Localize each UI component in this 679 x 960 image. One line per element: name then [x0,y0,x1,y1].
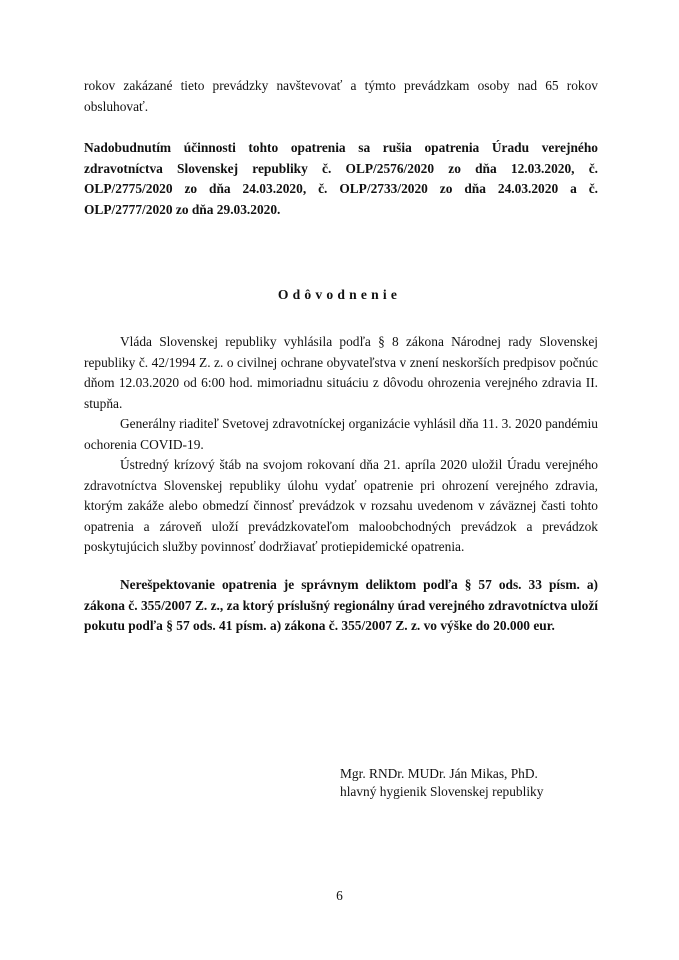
justification-paragraph: Vláda Slovenskej republiky vyhlásila podľa § 8 zákona Národnej rady Slovenskej republiky č. 42/1994 Z. z. o civilnej ochrane obyvateľstva v znení neskorších predpisov počnúc dňom 12.03.2020 od 6:00 hod. mimoriadnu situáciu z dôvodu ohrozenia verejného zdravia II. stupňa. [84,334,598,411]
repeal-notice: Nadobudnutím účinnosti tohto opatrenia sa rušia opatrenia Úradu verejného zdravotníctva Slovenskej republiky č. OLP/2576/2020 zo dňa 12.03.2020, č. OLP/2775/2020 zo dňa 24.03.2020, č. OLP/2733/2020 zo dňa 24.03.2020 a č. OLP/2777/2020 zo dňa 29.03.2020. [84,140,598,217]
justification-body [84,332,598,558]
signatory-title: hlavný hygienik Slovenskej republiky [340,784,544,799]
justification-paragraph: Ústredný krízový štáb na svojom rokovaní dňa 21. apríla 2020 uložil Úradu verejného zdravotníctva Slovenskej republiky úlohu vydať opatrenie pri ohrození verejného zdravia, ktorým zakáže alebo obmedzí činnosť prevádzok v rozsahu uvedenom v záväznej časti tohto opatrenia a zároveň uloží prevádzkovateľom maloobchodných prevádzok a prevádzok poskytujúcich služby povinnosť dodržiavať protiepidemické opatrenia. [84,457,598,554]
continuation-paragraph: rokov zakázané tieto prevádzky navštevovať a týmto prevádzkam osoby nad 65 rokov obsluhovať. [84,78,598,114]
page-number: 6 [336,888,343,903]
signatory-name: Mgr. RNDr. MUDr. Ján Mikas, PhD. [340,766,538,781]
section-heading: Odôvodnenie [277,287,402,302]
penalty-notice: Nerešpektovanie opatrenia je správnym deliktom podľa § 57 ods. 33 písm. a) zákona č. 355/2007 Z. z., za ktorý príslušný regionálny úrad verejného zdravotníctva uloží pokutu podľa § 57 ods. 41 písm. a) zákona č. 355/2007 Z. z. vo výške do 20.000 eur. [84,577,598,633]
signature-block [340,765,543,801]
justification-paragraph: Generálny riaditeľ Svetovej zdravotníckej organizácie vyhlásil dňa 11. 3. 2020 pandémiu ochorenia COVID-19. [84,416,598,452]
